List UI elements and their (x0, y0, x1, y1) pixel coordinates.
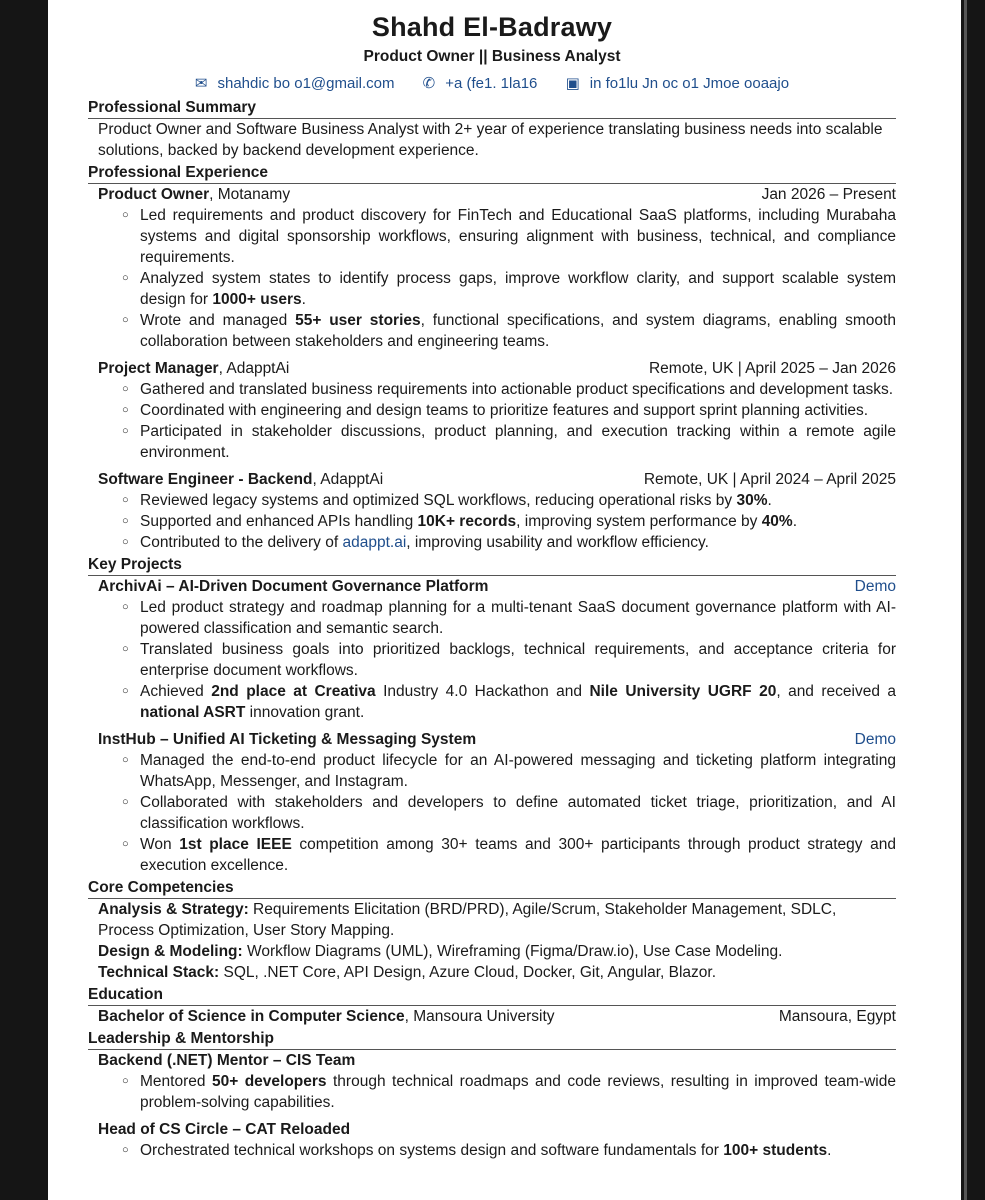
list-item: ○ Collaborated with stakeholders and developers to define automated ticket triage, prioritization, and AI classification workflows. (140, 792, 896, 834)
list-item: ○ Managed the end-to-end product lifecycle for an AI-powered messaging and ticketing platform integrating WhatsApp, Messenger, and Instagram. (140, 750, 896, 792)
job-title: Software Engineer - Backend (98, 471, 313, 488)
bullet-list (98, 379, 896, 463)
resume-page (48, 0, 961, 1200)
right-dark-border (961, 0, 985, 1200)
candidate-name: Shahd El-Badrawy (371, 12, 613, 42)
section-title-education: Education (88, 986, 163, 1003)
job-title: Product Owner (98, 186, 210, 203)
summary-text: Product Owner and Software Business Analyst with 2+ year of experience translating business needs into scalable solutions, backed by backend development experience. (98, 121, 883, 159)
job-org: , AdapptAi (312, 471, 384, 488)
list-item: ○ Led requirements and product discovery for FinTech and Educational SaaS platforms, including Murabaha systems and digital sponsorship workflows, ensuring alignment with business, technical, and compliance requirements. (140, 205, 896, 268)
section-title-experience: Professional Experience (88, 164, 269, 181)
list-item: ○ Analyzed system states to identify process gaps, improve workflow clarity, and support scalable system design for 1000+ users. (140, 268, 896, 310)
job-title: Project Manager (98, 360, 219, 377)
list-item: ○ Achieved 2nd place at Creativa Industry 4.0 Hackathon and Nile University UGRF 20, and received a national ASRT innovation grant. (140, 681, 896, 723)
phone-contact[interactable] (417, 75, 544, 92)
experience-entry (88, 358, 896, 463)
entry-header (98, 184, 896, 205)
job-date: Remote, UK | April 2024 – April 2025 (643, 471, 896, 488)
bullet-list (98, 1071, 896, 1113)
job-org: , Motanamy (209, 186, 291, 203)
list-item: ○ Participated in stakeholder discussions, product planning, and execution tracking within a remote agile environment. (140, 421, 896, 463)
experience-entry (88, 184, 896, 352)
leadership-entry (88, 1050, 896, 1113)
school: , Mansoura University (404, 1008, 555, 1025)
demo-link[interactable]: Demo (854, 578, 896, 595)
list-item: ○ Gathered and translated business requirements into actionable product specifications and development tasks. (140, 379, 896, 400)
list-item: ○ Contributed to the delivery of adappt.ai, improving usability and workflow efficiency. (140, 532, 896, 553)
education-location: Mansoura, Egypt (778, 1008, 896, 1025)
bullet-list (98, 750, 896, 876)
section-title-projects: Key Projects (88, 556, 182, 573)
leadership-entry (88, 1119, 896, 1161)
project-entry (88, 576, 896, 723)
resume-content (88, 8, 896, 1161)
entry-header (98, 358, 896, 379)
competency-line: Analysis & Strategy: Requirements Elicitation (BRD/PRD), Agile/Scrum, Stakeholder Management, SDLC, Process Optimization, User Story Mapping. (98, 901, 837, 939)
demo-link[interactable]: Demo (854, 731, 896, 748)
job-org: , AdapptAi (218, 360, 290, 377)
list-item: ○ Supported and enhanced APIs handling 10K+ records, improving system performance by 40%. (140, 511, 896, 532)
left-dark-border (0, 0, 48, 1200)
experience-entry (88, 469, 896, 553)
competency-line: Technical Stack: SQL, .NET Core, API Design, Azure Cloud, Docker, Git, Angular, Blazor. (98, 964, 716, 981)
mail-icon: ✉ (194, 75, 208, 92)
entry-header (98, 1119, 896, 1140)
list-item: ○ Led product strategy and roadmap planning for a multi-tenant SaaS document governance platform with AI-powered classification and semantic search. (140, 597, 896, 639)
project-entry (88, 729, 896, 876)
section-title-competencies: Core Competencies (88, 879, 234, 896)
competency-line: Design & Modeling: Workflow Diagrams (UML), Wireframing (Figma/Draw.io), Use Case Modeling. (98, 943, 783, 960)
job-date: Remote, UK | April 2025 – Jan 2026 (648, 360, 896, 377)
adappt-link[interactable]: adappt.ai (342, 534, 407, 551)
degree: Bachelor of Science in Computer Science (98, 1008, 405, 1025)
section-title-leadership: Leadership & Mentorship (88, 1030, 275, 1047)
leadership-title: Head of CS Circle – CAT Reloaded (98, 1121, 351, 1138)
linkedin-text: in fo1lu Jn oc o1 Jmoe ooaajo (589, 75, 790, 92)
list-item: ○ Reviewed legacy systems and optimized SQL workflows, reducing operational risks by 30%. (140, 490, 896, 511)
job-date: Jan 2026 – Present (761, 186, 896, 203)
list-item: ○ Translated business goals into prioritized backlogs, technical requirements, and acceptance criteria for enterprise document workflows. (140, 639, 896, 681)
list-item: ○ Won 1st place IEEE competition among 30+ teams and 300+ participants through product strategy and execution excellence. (140, 834, 896, 876)
list-item: ○ Mentored 50+ developers through technical roadmaps and code reviews, resulting in improved team-wide problem-solving capabilities. (140, 1071, 896, 1113)
project-title: ArchivAi – AI-Driven Document Governance Platform (98, 578, 489, 595)
bullet-list (98, 597, 896, 723)
education-entry (88, 1006, 896, 1027)
email-text: shahdic bo o1@gmail.com (217, 75, 395, 92)
email-contact[interactable] (189, 75, 401, 92)
bullet-list (98, 490, 896, 553)
contact-line (88, 72, 896, 96)
list-item: ○ Coordinated with engineering and design teams to prioritize features and support sprint planning activities. (140, 400, 896, 421)
linkedin-contact[interactable] (560, 75, 796, 92)
entry-header (98, 1006, 896, 1027)
linkedin-icon: ▣ (565, 75, 580, 92)
entry-header (98, 576, 896, 597)
phone-icon: ✆ (422, 75, 436, 92)
section-title-summary: Professional Summary (88, 99, 256, 116)
leadership-title: Backend (.NET) Mentor – CIS Team (98, 1052, 356, 1069)
bullet-list (98, 1140, 896, 1161)
entry-header (98, 729, 896, 750)
entry-header (98, 469, 896, 490)
candidate-role: Product Owner || Business Analyst (363, 48, 621, 65)
list-item: ○ Wrote and managed 55+ user stories, functional specifications, and system diagrams, enabling smooth collaboration between stakeholders and engineering teams. (140, 310, 896, 352)
list-item: ○ Orchestrated technical workshops on systems design and software fundamentals for 100+ students. (140, 1140, 896, 1161)
project-title: InstHub – Unified AI Ticketing & Messaging System (98, 731, 477, 748)
phone-text: +a (fe1. 1la16 (445, 75, 538, 92)
bullet-list (98, 205, 896, 352)
entry-header (98, 1050, 896, 1071)
